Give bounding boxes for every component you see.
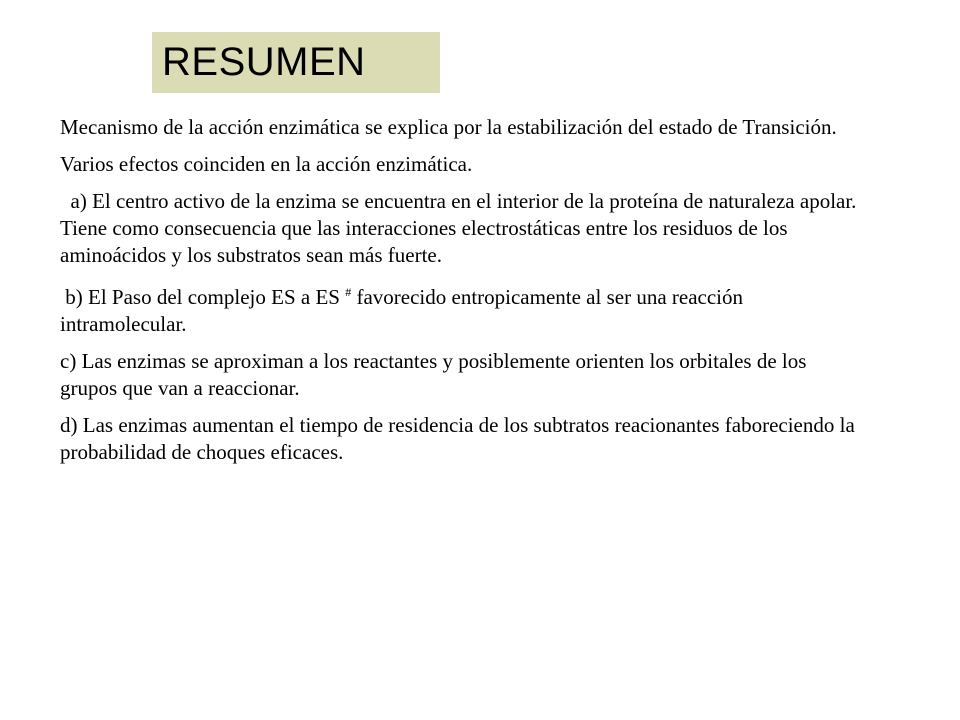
paragraph-mechanism: Mecanismo de la acción enzimática se explica por la estabilización del estado de Transición. <box>60 115 837 139</box>
summary-content <box>60 114 860 476</box>
paragraph-b <box>60 279 860 338</box>
paragraph-b-after: favorecido entropicamente al ser una reacción intramolecular. <box>60 285 744 336</box>
paragraph-c: c) Las enzimas se aproximan a los reactantes y posiblemente orienten los orbitales de los grupos que van a reaccionar. <box>60 349 807 400</box>
paragraph-effects: Varios efectos coinciden en la acción enzimática. <box>60 152 473 176</box>
page-title: RESUMEN <box>162 40 366 84</box>
paragraph-b-before: b) El Paso del complejo ES a ES <box>60 285 346 309</box>
transition-state-superscript: # <box>345 285 352 299</box>
paragraph-a: a) El centro activo de la enzima se encuentra en el interior de la proteína de naturaleza apolar. Tiene como consecuencia que las interacciones electrostáticas entre los residuos de los aminoácidos y los substratos sean más fuerte. <box>60 189 857 267</box>
title-box <box>152 32 440 93</box>
paragraph-d: d) Las enzimas aumentan el tiempo de residencia de los subtratos reacionantes faboreciendo la probabilidad de choques eficaces. <box>60 413 855 464</box>
